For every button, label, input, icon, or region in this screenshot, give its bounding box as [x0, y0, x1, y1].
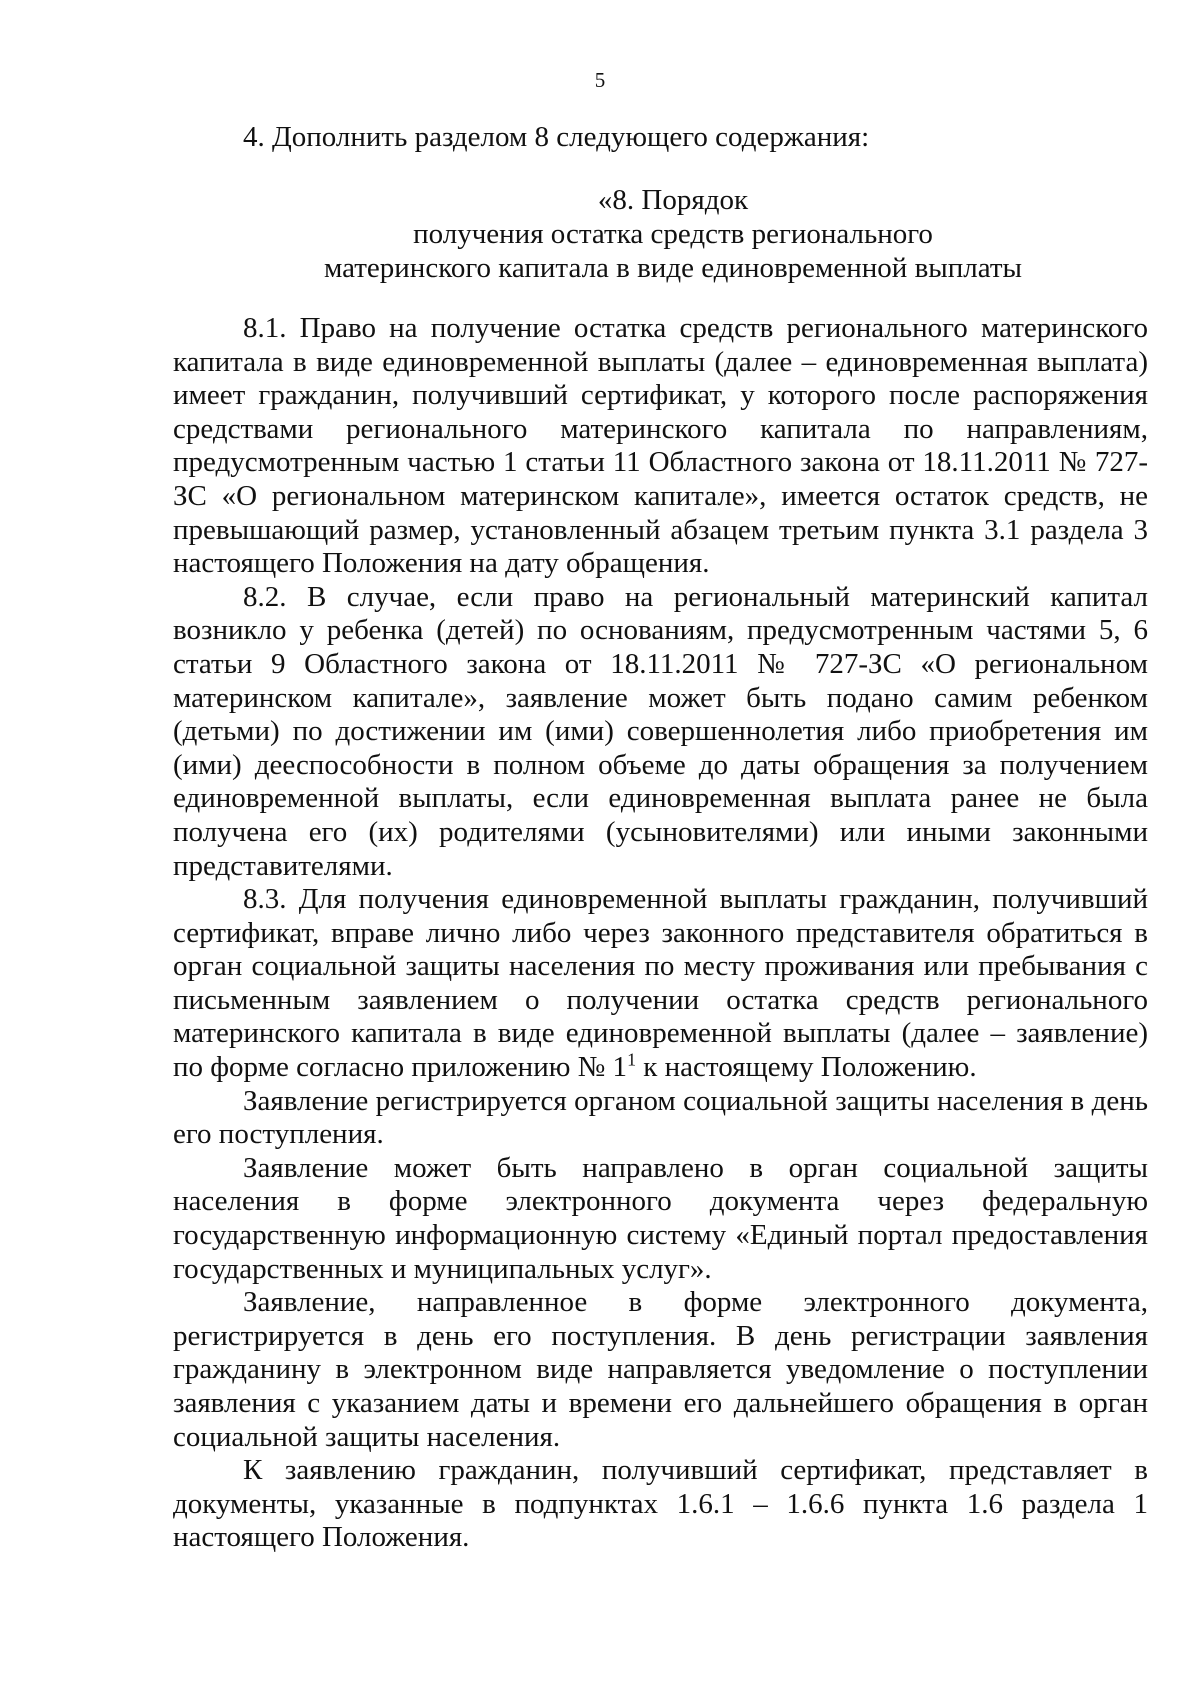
paragraph-8-2: 8.2. В случае, если право на региональный материнский капитал возникло у ребенка (детей) по основаниям, предусмотренным частями 5, 6 статьи 9 Областного закона от 18.11.2011 № 727-ЗС «О региональном материнском капитале», заявление может быть подано самим ребенком (детьми) по достижении им (ими) совершеннолетия либо приобретения им (ими) дееспособности в полном объеме до даты обращения за получением единовременной выплаты, если единовременная выплата ранее не была получена его (их) родителями (усыновителями) или иными законными представителями. — [173, 580, 1148, 882]
document-body — [173, 312, 1148, 1555]
paragraph-documents: К заявлению гражданин, получивший сертификат, представляет в документы, указанные в подпунктах 1.6.1 – 1.6.6 пункта 1.6 раздела 1 настоящего Положения. — [173, 1454, 1148, 1554]
paragraph-8-3-tail: к настоящему Положению. — [636, 1051, 977, 1084]
paragraph-electronic-registration: Заявление, направленное в форме электронного документа, регистрируется в день его поступления. В день регистрации заявления гражданину в электронном виде направляется уведомление о поступлении заявления с указанием даты и времени его дальнейшего обращения в орган социальной защиты населения. — [173, 1286, 1148, 1453]
paragraph-8-3-text: 8.3. Для получения единовременной выплаты гражданин, получивший сертификат, вправе лично либо через законного представителя обратиться в орган социальной защиты населения по месту проживания или пребывания с письменным заявлением о получении остатка средств регионального материнского капитала в виде единовременной выплаты (далее – заявление) по форме согласно приложению № 1 — [173, 883, 1148, 1084]
paragraph-8-3 — [173, 883, 1148, 1085]
paragraph-8-1: 8.1. Право на получение остатка средств регионального материнского капитала в виде единовременной выплаты (далее – единовременная выплата) имеет гражданин, получивший сертификат, у которого после распоряжения средствами регионального материнского капитала по направлениям, предусмотренным частью 1 статьи 11 Областного закона от 18.11.2011 № 727-ЗС «О региональном материнском капитале», имеется остаток средств, не превышающий размер, установленный абзацем третьим пункта 3.1 раздела 3 настоящего Положения на дату обращения. — [173, 312, 1148, 580]
page-number: 5 — [594, 68, 606, 92]
section-heading-line-3: материнского капитала в виде единовременной выплаты — [323, 252, 1023, 284]
paragraph-electronic-submission: Заявление может быть направлено в орган социальной защиты населения в форме электронного документа через федеральную государственную информационную систему «Единый портал предоставления государственных и муниципальных услуг». — [173, 1151, 1148, 1285]
paragraph-registration: Заявление регистрируется органом социальной защиты населения в день его поступления. — [173, 1084, 1148, 1151]
intro-paragraph: 4. Дополнить разделом 8 следующего содержания: — [243, 121, 870, 153]
section-heading-line-1: «8. Порядок — [597, 184, 749, 216]
section-heading — [173, 183, 1173, 285]
appendix-superscript: 1 — [627, 1049, 637, 1070]
section-heading-line-2: получения остатка средств регионального — [413, 218, 933, 250]
